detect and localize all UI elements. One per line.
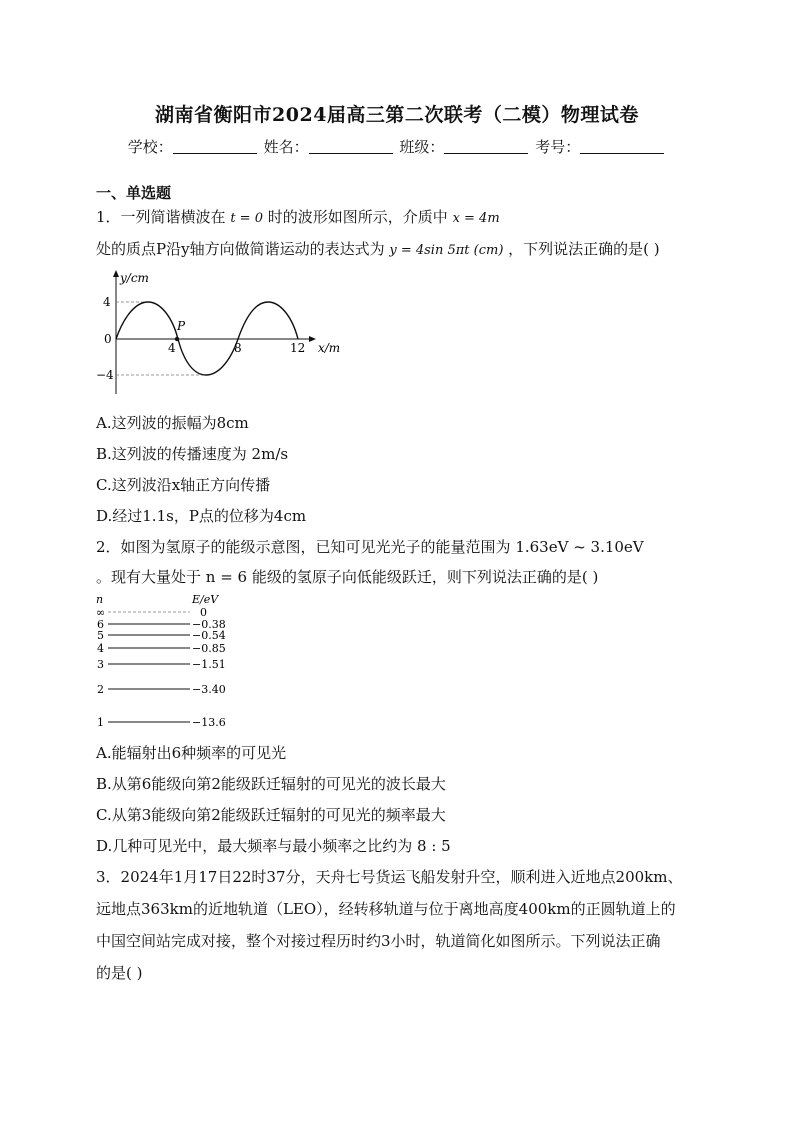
q3-line1: 3．2024年1月17日22时37分，天舟七号货运飞船发射升空，顺利进入近地点200km、	[96, 868, 683, 886]
school-blank[interactable]	[173, 139, 257, 154]
y-tick-0: 0	[104, 332, 112, 346]
name-blank[interactable]	[309, 139, 393, 154]
level-n-4: 4	[97, 642, 104, 655]
q1-text-d: ，下列说法正确的是( )	[508, 240, 660, 258]
exam-number-blank[interactable]	[580, 139, 664, 154]
q1-option-d[interactable]: D.经过1.1s，P点的位移为4cm	[96, 507, 307, 525]
y-axis-label: y/cm	[120, 271, 149, 285]
section-title: 一、单选题	[96, 184, 172, 202]
level-e-2: −3.40	[192, 683, 226, 696]
level-e-4: −0.85	[192, 642, 226, 655]
level-e-6: −0.38	[192, 618, 226, 631]
q2-option-c[interactable]: C.从第3能级向第2能级跃迁辐射的可见光的频率最大	[96, 806, 446, 824]
q2-option-b[interactable]: B.从第6能级向第2能级跃迁辐射的可见光的波长最大	[96, 775, 446, 793]
x-axis-label: x/m	[318, 341, 341, 355]
class-blank[interactable]	[444, 139, 528, 154]
q1-position: x = 4m	[452, 211, 500, 226]
y-axis-arrow-icon	[113, 270, 119, 277]
q1-option-c[interactable]: C.这列波沿x轴正方向传播	[96, 476, 271, 494]
q1-equation: y = 4sin 5πt (cm)	[389, 243, 504, 258]
level-n-2: 2	[97, 683, 104, 696]
q3-line3: 中国空间站完成对接，整个对接过程历时约3小时，轨道简化如图所示。下列说法正确	[96, 932, 661, 950]
level-e-5: −0.54	[192, 629, 226, 642]
q1-line2	[96, 238, 660, 259]
x-tick-4: 4	[168, 341, 176, 355]
q1-option-b[interactable]: B.这列波的传播速度为 2m/s	[96, 445, 289, 463]
e-axis-label: E/eV	[192, 593, 219, 606]
q2-line1: 2．如图为氢原子的能级示意图，已知可见光光子的能量范围为 1.63eV ~ 3.10eV	[96, 538, 644, 556]
level-n-inf: ∞	[96, 606, 106, 619]
level-n-5: 5	[97, 629, 104, 642]
q3-line4: 的是( )	[96, 964, 143, 982]
x-tick-12: 12	[290, 341, 306, 355]
exam-number-label: 考号：	[535, 138, 581, 156]
q3-line2: 远地点363km的近地轨道（LEO），经转移轨道与位于离地高度400km的正圆轨道上的	[96, 900, 676, 918]
level-e-3: −1.51	[192, 658, 226, 671]
level-n-1: 1	[97, 716, 104, 729]
q1-text-a: 1．一列简谐横波在	[96, 208, 226, 226]
level-e-1: −13.6	[192, 716, 226, 729]
class-label: 班级：	[399, 138, 445, 156]
level-n-6: 6	[97, 618, 104, 631]
q1-wave-graph	[96, 266, 356, 398]
q1-text-b: 时的波形如图所示，介质中	[267, 208, 448, 226]
q2-option-a[interactable]: A.能辐射出6种频率的可见光	[96, 744, 287, 762]
level-n-3: 3	[97, 658, 104, 671]
x-tick-8: 8	[234, 341, 242, 355]
y-tick-4: 4	[103, 295, 111, 309]
q2-option-d[interactable]: D.几种可见光中，最大频率与最小频率之比约为 8 : 5	[96, 837, 451, 855]
y-tick-neg4: −4	[96, 368, 114, 382]
q1-line1	[96, 206, 500, 227]
point-p-label: P	[177, 319, 186, 333]
q1-option-a[interactable]: A.这列波的振幅为8cm	[96, 414, 249, 432]
level-e-inf: 0	[200, 606, 207, 619]
x-axis-arrow-icon	[309, 336, 316, 342]
name-label: 姓名：	[263, 138, 309, 156]
energy-level-diagram	[94, 592, 244, 734]
n-axis-label: n	[96, 593, 104, 606]
q1-time: t = 0	[230, 211, 263, 226]
page-title: 湖南省衡阳市2024届高三第二次联考（二模）物理试卷	[155, 104, 639, 126]
school-label: 学校：	[127, 138, 173, 156]
q1-text-c: 处的质点P沿y轴方向做简谐运动的表达式为	[96, 240, 385, 258]
q2-line2: 。现有大量处于 n = 6 能级的氢原子向低能级跃迁，则下列说法正确的是( )	[96, 568, 599, 586]
student-info-line	[0, 136, 794, 157]
